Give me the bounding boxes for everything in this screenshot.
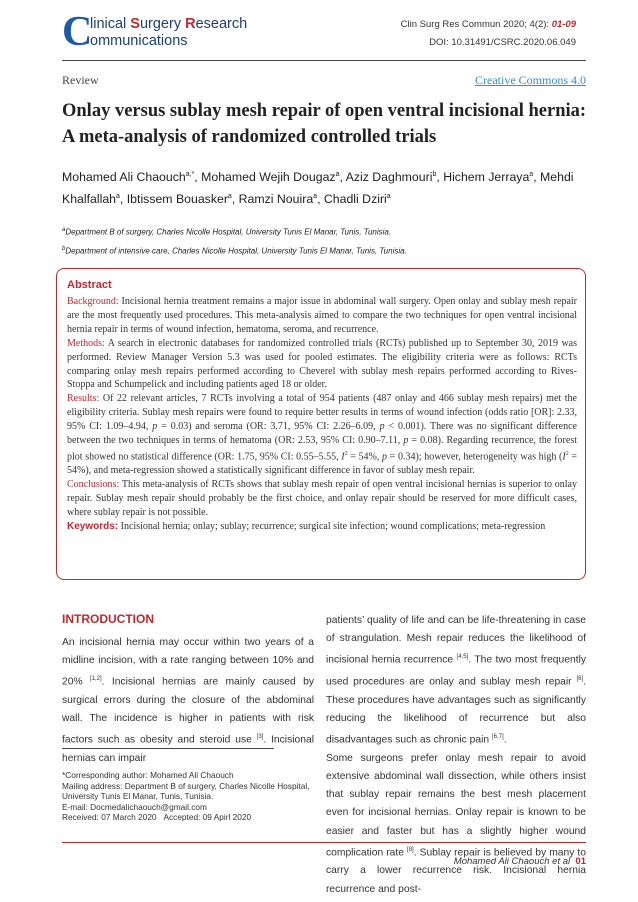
corresponding-author-footnote: *Corresponding author: Mohamed Ali Chaouch Mailing address: Department B of surgery, Charles Nicolle Hospital, University Tunis El Manar, Tunis, Tunisia. E-mail: Docmedalichaouch@gmail.com Received: 07 March 2020 Accepted: 09 Apirl 2020 — [62, 770, 312, 823]
journal-citation: Clin Surg Res Commun 2020; 4(2): 01-09 DOI: 10.31491/CSRC.2020.06.049 — [401, 16, 576, 52]
author: Aziz Daghmouri — [345, 170, 433, 185]
introduction-right-column: patients’ quality of life and can be life-threatening in case of strangulation. Mesh repair reduces the likelihood of incisional hernia recurrence [4,5]. The two most frequently used procedures are onlay and sublay mesh repair [6]. These procedures have advantages such as significantly reducing the likelihood of recurrence but also disadvantages such as chronic pain [6,7]. Some surgeons prefer onlay mesh repair to avoid extensive abdominal wall dissection, while others insist that sublay repair remains the best mesh placement even for incisional hernias. Onlay repair is known to be easier and faster but has a slightly higher wound complication rate [8]. Sublay repair is believed by many to carry a lower recurrence risk. Incisional hernia recurrence and post- — [326, 615, 587, 895]
email: E-mail: Docmedalichaouch@gmail.com — [62, 801, 207, 812]
logo-line-2: ommunications — [90, 33, 188, 49]
author: Mohamed Ali Chaouch — [62, 170, 186, 185]
affiliation: $^a$Department B of surgery, Charles Nicolle Hospital, University Tunis El Manar, Tunis, Tunisia. — [62, 227, 392, 237]
author: Mohamed Wejih Dougaz — [201, 170, 336, 185]
affiliation: $^b$Department of intensive care, Charles Nicolle Hospital, University Tunis El Manar, Tunis, Tunisia. — [62, 245, 407, 256]
doi: DOI: 10.31491/CSRC.2020.06.049 — [429, 37, 576, 48]
logo-line-1: linical Surgery Research — [90, 16, 248, 32]
logo-letter: C — [62, 9, 93, 55]
abstract-background: Background: Incisional hernia treatment remains a major issue in abdominal wall surgery. Open onlay and sublay mesh repair are the most frequently used procedures. This meta-analysis aimed to compare the two techniques for open ventral incisional hernia repair in terms of wound infection, hematoma, seroma, and recurrence. — [67, 296, 578, 335]
abstract-box — [56, 268, 586, 580]
abstract-conclusions: Conclusions: This meta-analysis of RCTs shows that sublay mesh repair of open ventral incisional hernias is superior to onlay repair. Sublay mesh repair should probably be the first choice, and onlay repair should be reserved for more difficult cases, where sublay repair is not possible. — [67, 479, 577, 518]
author: Hichem Jerraya — [443, 170, 530, 185]
page-footer: Mohamed Ali Chaouch et al 01 — [453, 856, 586, 867]
author: Mehdi Khalfallah — [62, 170, 574, 207]
affiliations — [62, 222, 592, 259]
abstract-heading: Abstract — [67, 279, 112, 291]
abstract-methods: Methods: A search in electronic databases for randomized controlled trials (RCTs) published up to September 30, 2019 was performed. Review Manager Version 5.3 was used for pooled estimates. The eligibility criteria were as follows: RCTs comparing onlay mesh repairs performed according to Cheverel with sublay mesh repairs performed according to Rives-Stoppa and Schumpelick and including patients aged 18 or older. — [67, 337, 578, 391]
author: Ibtissem Bouasker — [126, 192, 228, 207]
author: Chadli Dziri — [323, 192, 387, 207]
journal-logo — [62, 9, 282, 55]
introduction-heading: INTRODUCTION — [62, 612, 154, 626]
introduction-left-column: An incisional hernia may occur within two years of a midline incision, with a rate ranging between 10% and 20% [1,2]. Incisional hernias are mainly caused by surgical errors during the closure of the abdominal wall. The incidence is higher in patients with risk factors such as obesity and steroid use [3]. Incisional hernias can impair — [62, 637, 314, 765]
abstract-keywords: Keywords: Incisional hernia; onlay; sublay; recurrence; surgical site infection; wound complications; meta-regression — [67, 520, 546, 532]
abstract-results: Results: Of 22 relevant articles, 7 RCTs involving a total of 954 patients (487 onlay and 466 sublay mesh repairs) met the eligibility criteria. Sublay mesh repairs were found to require better results in terms of wound infection (odds ratio [OR]: 2.33, 95% CI: 1.09–4.94, p = 0.03) and seroma (OR: 3.71, 95% CI: 2.26–6.09, p < 0.001). There was no significant difference between the two techniques in terms of hematoma (OR: 2.53, 95% CI: 0.90–7.11, p = 0.08). Regarding recurrence, the forest plot showed no statistical difference (OR: 1.75, 95% CI: 0.55–5.55, $I^2 = 54\%$, p = 0.34); however, heterogeneity was high $(I^2 = 54\%)$, and meta-regression showed a statistically significant difference in favor of sublay mesh repair. — [67, 393, 578, 477]
article-title: Onlay versus sublay mesh repair of open ventral incisional hernia: A meta-analysis of randomized controlled trials — [62, 101, 587, 147]
author: Ramzi Nouira — [238, 192, 314, 207]
footer-divider — [62, 842, 586, 843]
article-type: Review — [62, 73, 99, 87]
page-number: 01 — [575, 856, 586, 867]
header-divider — [62, 60, 586, 61]
author-list: Mohamed Ali Chaouch$^{a,*}$, Mohamed Wejih Dougaz$^a$, Aziz Daghmouri$^b$, Hichem Jerraya$^a$, Mehdi Khalfallah$^a$, Ibtissem Bouasker$^a$, Ramzi Nouira$^a$, Chadli Dziri$^a$ — [62, 170, 574, 207]
footnote-divider — [62, 748, 274, 749]
license-link[interactable]: Creative Commons 4.0 — [475, 73, 586, 87]
